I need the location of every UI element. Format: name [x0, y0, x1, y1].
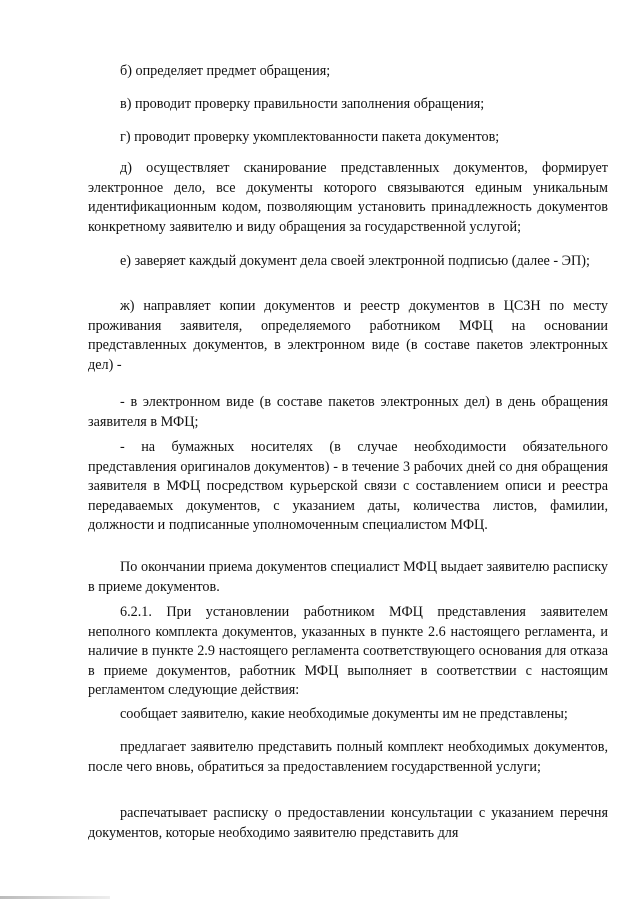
paragraph-receipt: По окончании приема документов специалист МФЦ выдает заявителю расписку в приеме документов.	[88, 559, 608, 595]
paragraph-b: б) определяет предмет обращения;	[120, 63, 331, 79]
paragraph-zh: ж) направляет копии документов и реестр документов в ЦСЗН по месту проживания заявителя, определяемого работником МФЦ на основании представленных документов, в электронном виде (в составе пакетов электронных дел) -	[88, 298, 608, 373]
paragraph-d: д) осуществляет сканирование представленных документов, формирует электронное дело, все документы которого связываются единым уникальным идентификационным кодом, позволяющим установить принадлежность документов конкретному заявителю и виду обращения за государственной услугой;	[88, 160, 608, 235]
paragraph-6-2-1: 6.2.1. При установлении работником МФЦ представления заявителем неполного комплекта документов, указанных в пункте 2.6 настоящего регламента, и наличие в пункте 2.9 настоящего регламента соответствующего основания для отказа в приеме документов, работник МФЦ выполняет в соответствии с настоящим регламентом следующие действия:	[88, 604, 608, 698]
paragraph-offer: предлагает заявителю представить полный комплект необходимых документов, после чего вновь, обратиться за предоставлением государственной услуги;	[88, 739, 608, 775]
paragraph-print: распечатывает расписку о предоставлении консультации с указанием перечня документов, которые необходимо заявителю представить для	[88, 805, 608, 841]
paragraph-e: е) заверяет каждый документ дела своей электронной подписью (далее - ЭП);	[120, 253, 590, 269]
paragraph-electronic: - в электронном виде (в составе пакетов электронных дел) в день обращения заявителя в МФЦ;	[88, 394, 608, 430]
scan-artifact	[0, 896, 110, 899]
paragraph-v: в) проводит проверку правильности заполнения обращения;	[120, 96, 485, 112]
paragraph-inform: сообщает заявителю, какие необходимые документы им не представлены;	[120, 706, 568, 722]
paragraph-paper: - на бумажных носителях (в случае необходимости обязательного представления оригиналов документов) - в течение 3 рабочих дней со дня обращения заявителя в МФЦ посредством курьерской связи с составлением описи и реестра передаваемых документов, с указанием даты, количества листов, фамилии, должности и подписанные уполномоченным специалистом МФЦ.	[88, 439, 608, 533]
paragraph-g: г) проводит проверку укомплектованности пакета документов;	[120, 129, 500, 145]
